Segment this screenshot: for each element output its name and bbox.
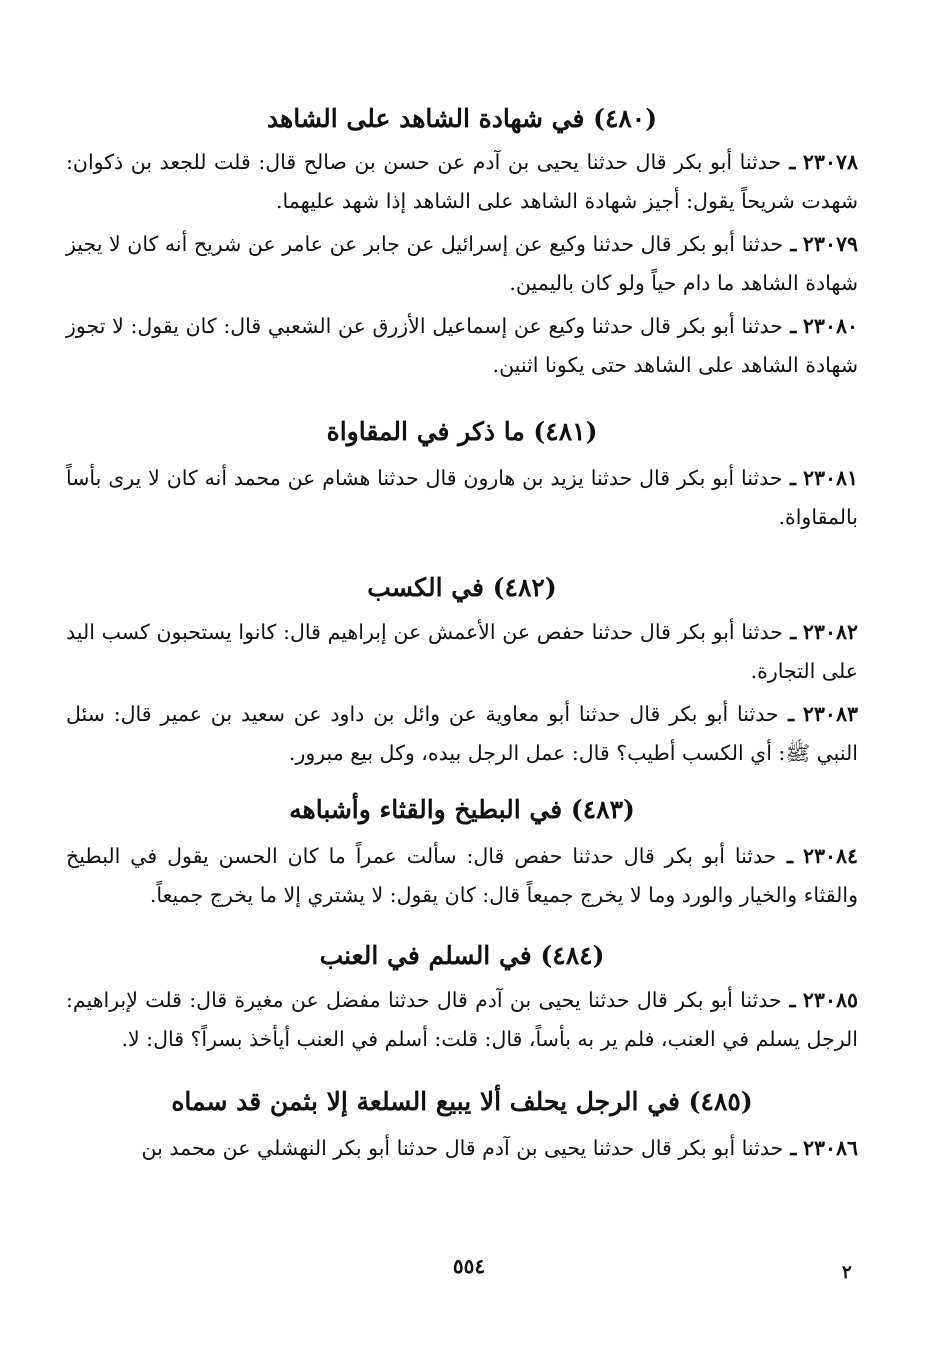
hadith-entry: ٢٣٠٨٢ ـ حدثنا أبو بكر قال حدثنا حفص عن الأعمش عن إبراهيم قال: كانوا يستحبون كسب اليد على التجارة. [66,620,858,683]
hadith-entry: ٢٣٠٨١ ـ حدثنا أبو بكر قال حدثنا يزيد بن هارون قال حدثنا هشام عن محمد أنه كان لا يرى بأساً بالمقاواة. [66,466,858,529]
hadith-entry: ٢٣٠٨٦ ـ حدثنا أبو بكر قال حدثنا يحيى بن آدم قال حدثنا أبو بكر النهشلي عن محمد بن [141,1136,858,1160]
hadith-entry: ٢٣٠٨٤ ـ حدثنا أبو بكر قال حدثنا حفص قال: سألت عمراً ما كان الحسن يقول في البطيخ والقثاء والخيار والورد وما لا يخرج جميعاً قال: كان يقول: لا يشتري إلا ما يخرج جميعاً. [66,844,858,907]
entry-text: حدثنا أبو بكر قال حدثنا وكيع عن إسرائيل عن جابر عن عامر عن شريح أنه كان لا يجيز شهادة الشاهد ما دام حياً ولو كان باليمين. [66,232,858,295]
entry-number: ٢٣٠٨٦ [802,1136,858,1160]
entry-text: حدثنا أبو بكر قال حدثنا وكيع عن إسماعيل الأزرق عن الشعبي قال: كان يقول: لا تجوز شهادة الشاهد على الشاهد حتى يكونا اثنين. [66,314,858,377]
corner-mark: ٢ [842,1262,852,1283]
hadith-entry: ٢٣٠٧٩ ـ حدثنا أبو بكر قال حدثنا وكيع عن إسرائيل عن جابر عن عامر عن شريح أنه كان لا يجيز شهادة الشاهد ما دام حياً ولو كان باليمين. [66,232,858,295]
hadith-entry: ٢٣٠٨٣ ـ حدثنا أبو بكر قال حدثنا أبو معاوية عن وائل بن داود عن سعيد بن عمير قال: سئل النبي ﷺ: أي الكسب أطيب؟ قال: عمل الرجل بيده، وكل بيع مبرور. [66,702,858,765]
entry-text: حدثنا أبو بكر قال حدثنا حفص عن الأعمش عن إبراهيم قال: كانوا يستحبون كسب اليد على التجارة. [66,620,858,683]
page-number: ٥٥٤ [452,1254,486,1278]
entry-text: حدثنا أبو بكر قال حدثنا يزيد بن هارون قال حدثنا هشام عن محمد أنه كان لا يرى بأساً بالمقاواة. [66,466,858,529]
entry-number: ٢٣٠٧٩ [802,232,858,256]
entry-text: حدثنا أبو بكر قال حدثنا حفص قال: سألت عمراً ما كان الحسن يقول في البطيخ والقثاء والخيار والورد وما لا يخرج جميعاً قال: كان يقول: لا يشتري إلا ما يخرج جميعاً. [66,844,858,907]
entry-text: حدثنا أبو بكر قال حدثنا يحيى بن آدم قال حدثنا أبو بكر النهشلي عن محمد بن [141,1136,784,1160]
entry-number: ٢٣٠٨١ [802,466,858,490]
entry-text: حدثنا أبو بكر قال حدثنا يحيى بن آدم قال حدثنا مفضل عن مغيرة قال: قلت لإبراهيم: الرجل يسلم في العنب، فلم ير به بأساً، قال: قلت: أسلم في العنب أيأخذ بسراً؟ قال: لا. [66,988,858,1051]
hadith-entry: ٢٣٠٨٥ ـ حدثنا أبو بكر قال حدثنا يحيى بن آدم قال حدثنا مفضل عن مغيرة قال: قلت لإبراهيم: الرجل يسلم في العنب، فلم ير به بأساً، قال: قلت: أسلم في العنب أيأخذ بسراً؟ قال: لا. [66,988,858,1051]
section-heading: (٤٨٤) في السلم في العنب [319,941,605,970]
section-heading: (٤٨٥) في الرجل يحلف ألا يبيع السلعة إلا بثمن قد سماه [171,1087,753,1116]
entry-text: حدثنا أبو بكر قال حدثنا أبو معاوية عن وائل بن داود عن سعيد بن عمير قال: سئل النبي ﷺ: أي الكسب أطيب؟ قال: عمل الرجل بيده، وكل بيع مبرور. [66,702,858,765]
page-content [66,102,858,1168]
hadith-entry: ٢٣٠٨٠ ـ حدثنا أبو بكر قال حدثنا وكيع عن إسماعيل الأزرق عن الشعبي قال: كان يقول: لا تجوز شهادة الشاهد على الشاهد حتى يكونا اثنين. [66,314,858,377]
hadith-entry: ٢٣٠٧٨ ـ حدثنا أبو بكر قال حدثنا يحيى بن آدم عن حسن بن صالح قال: قلت للجعد بن ذكوان: شهدت شريحاً يقول: أجيز شهادة الشاهد على الشاهد إذا شهد عليهما. [66,150,858,213]
entry-number: ٢٣٠٨٠ [802,314,858,338]
section-heading: (٤٨٠) في شهادة الشاهد على الشاهد [266,104,658,133]
entry-number: ٢٣٠٨٣ [802,702,858,726]
section-heading: (٤٨٣) في البطيخ والقثاء وأشباهه [289,795,635,824]
section-heading: (٤٨١) ما ذكر في المقاواة [326,417,598,446]
section-heading: (٤٨٢) في الكسب [367,573,557,602]
entry-number: ٢٣٠٨٥ [802,988,858,1012]
entry-number: ٢٣٠٨٤ [802,844,858,868]
entry-number: ٢٣٠٧٨ [802,150,858,174]
entry-text: حدثنا أبو بكر قال حدثنا يحيى بن آدم عن حسن بن صالح قال: قلت للجعد بن ذكوان: شهدت شريحاً يقول: أجيز شهادة الشاهد على الشاهد إذا شهد عليهما. [66,150,858,213]
entry-number: ٢٣٠٨٢ [802,620,858,644]
